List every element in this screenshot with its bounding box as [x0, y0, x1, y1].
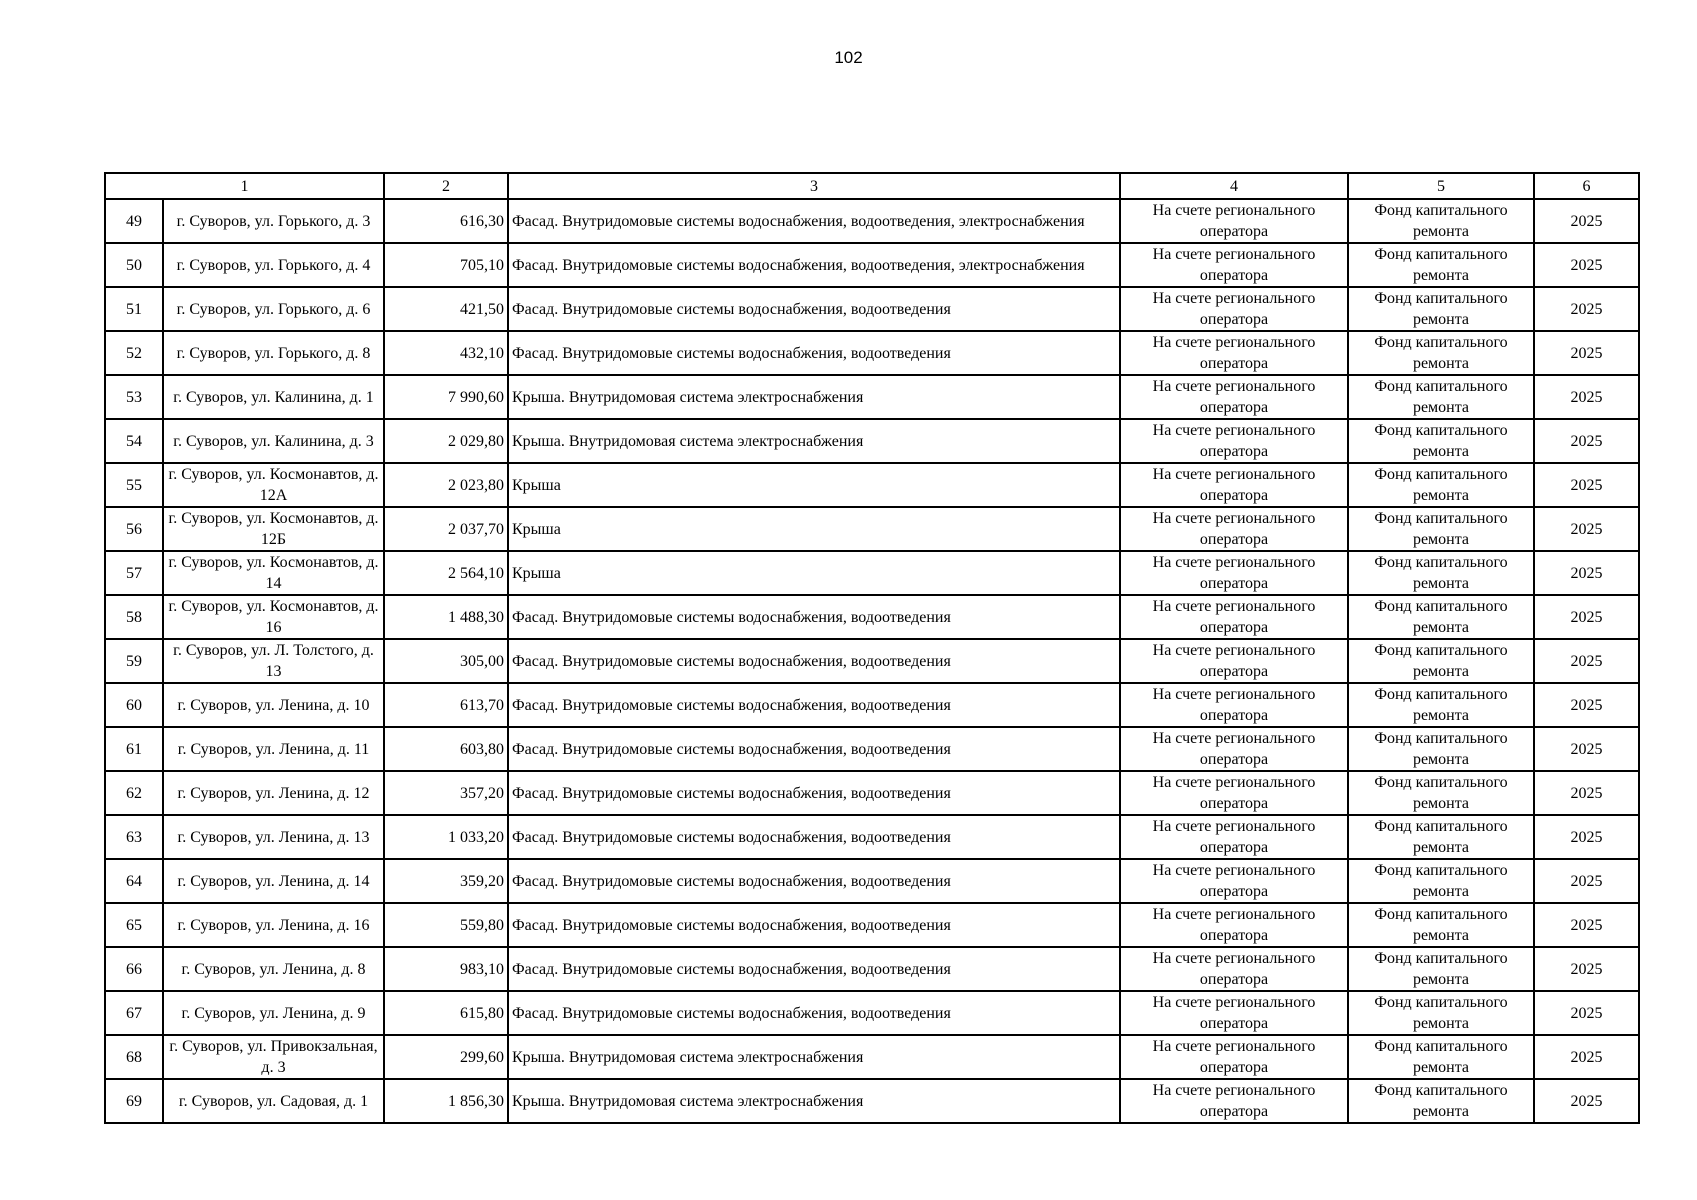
area-cell: 616,30 — [384, 199, 508, 243]
row-number: 64 — [105, 859, 163, 903]
area-cell: 1 033,20 — [384, 815, 508, 859]
table-row — [105, 595, 1639, 639]
year-cell: 2025 — [1534, 1035, 1639, 1079]
year-cell: 2025 — [1534, 419, 1639, 463]
table-row — [105, 463, 1639, 507]
funding-source-cell: Фонд капитального ремонта — [1348, 419, 1534, 463]
capital-repair-table — [104, 172, 1640, 1124]
works-cell: Крыша. Внутридомовая система электроснабжения — [508, 1035, 1120, 1079]
row-number: 59 — [105, 639, 163, 683]
table-row — [105, 859, 1639, 903]
year-cell: 2025 — [1534, 991, 1639, 1035]
year-cell: 2025 — [1534, 243, 1639, 287]
funding-source-cell: Фонд капитального ремонта — [1348, 991, 1534, 1035]
account-cell: На счете регионального оператора — [1120, 419, 1348, 463]
works-cell: Фасад. Внутридомовые системы водоснабжения, водоотведения — [508, 815, 1120, 859]
area-cell: 2 029,80 — [384, 419, 508, 463]
row-number: 54 — [105, 419, 163, 463]
funding-source-cell: Фонд капитального ремонта — [1348, 287, 1534, 331]
address-cell: г. Суворов, ул. Ленина, д. 9 — [163, 991, 384, 1035]
table-row — [105, 331, 1639, 375]
table-row — [105, 771, 1639, 815]
row-number: 65 — [105, 903, 163, 947]
year-cell: 2025 — [1534, 771, 1639, 815]
address-cell: г. Суворов, ул. Ленина, д. 8 — [163, 947, 384, 991]
account-cell: На счете регионального оператора — [1120, 1035, 1348, 1079]
works-cell: Фасад. Внутридомовые системы водоснабжения, водоотведения — [508, 727, 1120, 771]
area-cell: 357,20 — [384, 771, 508, 815]
account-cell: На счете регионального оператора — [1120, 463, 1348, 507]
works-cell: Крыша. Внутридомовая система электроснабжения — [508, 1079, 1120, 1123]
column-header: 5 — [1348, 173, 1534, 199]
row-number: 51 — [105, 287, 163, 331]
works-cell: Фасад. Внутридомовые системы водоснабжения, водоотведения, электроснабжения — [508, 243, 1120, 287]
account-cell: На счете регионального оператора — [1120, 287, 1348, 331]
works-cell: Фасад. Внутридомовые системы водоснабжения, водоотведения — [508, 331, 1120, 375]
area-cell: 559,80 — [384, 903, 508, 947]
row-number: 67 — [105, 991, 163, 1035]
column-number-row — [105, 173, 1639, 199]
table-row — [105, 727, 1639, 771]
funding-source-cell: Фонд капитального ремонта — [1348, 683, 1534, 727]
account-cell: На счете регионального оператора — [1120, 1079, 1348, 1123]
address-cell: г. Суворов, ул. Космонавтов, д. 12Б — [163, 507, 384, 551]
account-cell: На счете регионального оператора — [1120, 199, 1348, 243]
works-cell: Фасад. Внутридомовые системы водоснабжения, водоотведения — [508, 903, 1120, 947]
address-cell: г. Суворов, ул. Л. Толстого, д. 13 — [163, 639, 384, 683]
account-cell: На счете регионального оператора — [1120, 991, 1348, 1035]
year-cell: 2025 — [1534, 727, 1639, 771]
table-row — [105, 551, 1639, 595]
funding-source-cell: Фонд капитального ремонта — [1348, 639, 1534, 683]
works-cell: Фасад. Внутридомовые системы водоснабжения, водоотведения — [508, 683, 1120, 727]
account-cell: На счете регионального оператора — [1120, 683, 1348, 727]
row-number: 66 — [105, 947, 163, 991]
table-row — [105, 419, 1639, 463]
works-cell: Фасад. Внутридомовые системы водоснабжения, водоотведения — [508, 947, 1120, 991]
account-cell: На счете регионального оператора — [1120, 243, 1348, 287]
funding-source-cell: Фонд капитального ремонта — [1348, 771, 1534, 815]
address-cell: г. Суворов, ул. Космонавтов, д. 12А — [163, 463, 384, 507]
address-cell: г. Суворов, ул. Горького, д. 6 — [163, 287, 384, 331]
area-cell: 299,60 — [384, 1035, 508, 1079]
works-cell: Фасад. Внутридомовые системы водоснабжения, водоотведения — [508, 639, 1120, 683]
row-number: 63 — [105, 815, 163, 859]
account-cell: На счете регионального оператора — [1120, 595, 1348, 639]
table-row — [105, 375, 1639, 419]
funding-source-cell: Фонд капитального ремонта — [1348, 815, 1534, 859]
table-row — [105, 903, 1639, 947]
funding-source-cell: Фонд капитального ремонта — [1348, 859, 1534, 903]
works-cell: Крыша — [508, 463, 1120, 507]
year-cell: 2025 — [1534, 859, 1639, 903]
row-number: 57 — [105, 551, 163, 595]
year-cell: 2025 — [1534, 375, 1639, 419]
address-cell: г. Суворов, ул. Космонавтов, д. 14 — [163, 551, 384, 595]
table-row — [105, 199, 1639, 243]
row-number: 55 — [105, 463, 163, 507]
row-number: 49 — [105, 199, 163, 243]
table-row — [105, 287, 1639, 331]
address-cell: г. Суворов, ул. Калинина, д. 3 — [163, 419, 384, 463]
row-number: 52 — [105, 331, 163, 375]
year-cell: 2025 — [1534, 551, 1639, 595]
year-cell: 2025 — [1534, 903, 1639, 947]
works-cell: Крыша — [508, 507, 1120, 551]
address-cell: г. Суворов, ул. Горького, д. 8 — [163, 331, 384, 375]
area-cell: 603,80 — [384, 727, 508, 771]
area-cell: 7 990,60 — [384, 375, 508, 419]
works-cell: Фасад. Внутридомовые системы водоснабжения, водоотведения — [508, 991, 1120, 1035]
address-cell: г. Суворов, ул. Ленина, д. 11 — [163, 727, 384, 771]
works-cell: Фасад. Внутридомовые системы водоснабжения, водоотведения — [508, 287, 1120, 331]
column-header: 1 — [105, 173, 384, 199]
address-cell: г. Суворов, ул. Калинина, д. 1 — [163, 375, 384, 419]
table-row — [105, 507, 1639, 551]
funding-source-cell: Фонд капитального ремонта — [1348, 727, 1534, 771]
area-cell: 2 023,80 — [384, 463, 508, 507]
address-cell: г. Суворов, ул. Ленина, д. 14 — [163, 859, 384, 903]
area-cell: 432,10 — [384, 331, 508, 375]
funding-source-cell: Фонд капитального ремонта — [1348, 243, 1534, 287]
address-cell: г. Суворов, ул. Ленина, д. 12 — [163, 771, 384, 815]
table-row — [105, 991, 1639, 1035]
table-row — [105, 243, 1639, 287]
account-cell: На счете регионального оператора — [1120, 331, 1348, 375]
address-cell: г. Суворов, ул. Горького, д. 4 — [163, 243, 384, 287]
address-cell: г. Суворов, ул. Привокзальная, д. 3 — [163, 1035, 384, 1079]
address-cell: г. Суворов, ул. Горького, д. 3 — [163, 199, 384, 243]
area-cell: 983,10 — [384, 947, 508, 991]
year-cell: 2025 — [1534, 815, 1639, 859]
works-cell: Крыша. Внутридомовая система электроснабжения — [508, 375, 1120, 419]
address-cell: г. Суворов, ул. Космонавтов, д. 16 — [163, 595, 384, 639]
address-cell: г. Суворов, ул. Ленина, д. 16 — [163, 903, 384, 947]
funding-source-cell: Фонд капитального ремонта — [1348, 1079, 1534, 1123]
funding-source-cell: Фонд капитального ремонта — [1348, 375, 1534, 419]
works-cell: Фасад. Внутридомовые системы водоснабжения, водоотведения — [508, 859, 1120, 903]
area-cell: 2 564,10 — [384, 551, 508, 595]
account-cell: На счете регионального оператора — [1120, 859, 1348, 903]
year-cell: 2025 — [1534, 947, 1639, 991]
account-cell: На счете регионального оператора — [1120, 815, 1348, 859]
account-cell: На счете регионального оператора — [1120, 375, 1348, 419]
row-number: 56 — [105, 507, 163, 551]
area-cell: 1 488,30 — [384, 595, 508, 639]
funding-source-cell: Фонд капитального ремонта — [1348, 1035, 1534, 1079]
area-cell: 421,50 — [384, 287, 508, 331]
year-cell: 2025 — [1534, 639, 1639, 683]
row-number: 61 — [105, 727, 163, 771]
year-cell: 2025 — [1534, 463, 1639, 507]
funding-source-cell: Фонд капитального ремонта — [1348, 331, 1534, 375]
table-row — [105, 815, 1639, 859]
area-cell: 705,10 — [384, 243, 508, 287]
account-cell: На счете регионального оператора — [1120, 947, 1348, 991]
account-cell: На счете регионального оператора — [1120, 903, 1348, 947]
funding-source-cell: Фонд капитального ремонта — [1348, 903, 1534, 947]
row-number: 50 — [105, 243, 163, 287]
row-number: 69 — [105, 1079, 163, 1123]
funding-source-cell: Фонд капитального ремонта — [1348, 463, 1534, 507]
row-number: 62 — [105, 771, 163, 815]
table-row — [105, 683, 1639, 727]
year-cell: 2025 — [1534, 507, 1639, 551]
account-cell: На счете регионального оператора — [1120, 639, 1348, 683]
year-cell: 2025 — [1534, 683, 1639, 727]
account-cell: На счете регионального оператора — [1120, 771, 1348, 815]
works-cell: Крыша. Внутридомовая система электроснабжения — [508, 419, 1120, 463]
area-cell: 1 856,30 — [384, 1079, 508, 1123]
row-number: 60 — [105, 683, 163, 727]
table-row — [105, 947, 1639, 991]
year-cell: 2025 — [1534, 595, 1639, 639]
table-row — [105, 1079, 1639, 1123]
column-header: 4 — [1120, 173, 1348, 199]
works-cell: Фасад. Внутридомовые системы водоснабжения, водоотведения — [508, 771, 1120, 815]
area-cell: 615,80 — [384, 991, 508, 1035]
column-header: 3 — [508, 173, 1120, 199]
funding-source-cell: Фонд капитального ремонта — [1348, 947, 1534, 991]
year-cell: 2025 — [1534, 287, 1639, 331]
area-cell: 305,00 — [384, 639, 508, 683]
column-header: 2 — [384, 173, 508, 199]
year-cell: 2025 — [1534, 199, 1639, 243]
table-row — [105, 1035, 1639, 1079]
column-header: 6 — [1534, 173, 1639, 199]
address-cell: г. Суворов, ул. Ленина, д. 13 — [163, 815, 384, 859]
funding-source-cell: Фонд капитального ремонта — [1348, 551, 1534, 595]
works-cell: Фасад. Внутридомовые системы водоснабжения, водоотведения, электроснабжения — [508, 199, 1120, 243]
address-cell: г. Суворов, ул. Ленина, д. 10 — [163, 683, 384, 727]
table-row — [105, 639, 1639, 683]
year-cell: 2025 — [1534, 1079, 1639, 1123]
area-cell: 2 037,70 — [384, 507, 508, 551]
funding-source-cell: Фонд капитального ремонта — [1348, 595, 1534, 639]
address-cell: г. Суворов, ул. Садовая, д. 1 — [163, 1079, 384, 1123]
area-cell: 359,20 — [384, 859, 508, 903]
page-number: 102 — [834, 48, 863, 67]
works-cell: Фасад. Внутридомовые системы водоснабжения, водоотведения — [508, 595, 1120, 639]
account-cell: На счете регионального оператора — [1120, 507, 1348, 551]
account-cell: На счете регионального оператора — [1120, 727, 1348, 771]
account-cell: На счете регионального оператора — [1120, 551, 1348, 595]
row-number: 58 — [105, 595, 163, 639]
row-number: 68 — [105, 1035, 163, 1079]
funding-source-cell: Фонд капитального ремонта — [1348, 507, 1534, 551]
area-cell: 613,70 — [384, 683, 508, 727]
row-number: 53 — [105, 375, 163, 419]
year-cell: 2025 — [1534, 331, 1639, 375]
works-cell: Крыша — [508, 551, 1120, 595]
funding-source-cell: Фонд капитального ремонта — [1348, 199, 1534, 243]
